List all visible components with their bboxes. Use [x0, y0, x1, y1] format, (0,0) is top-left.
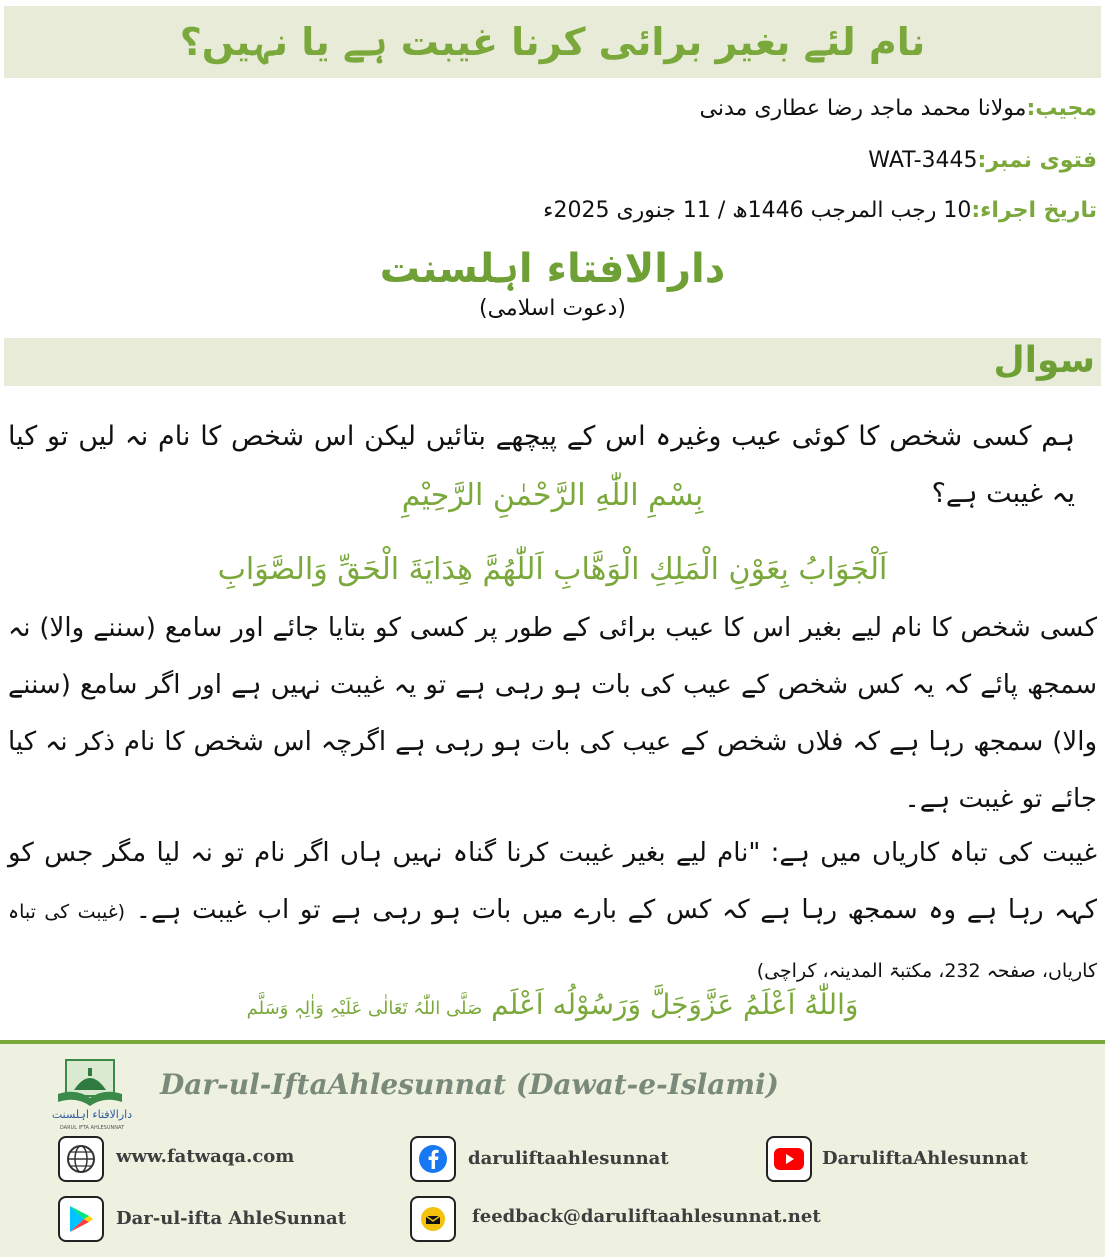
book-dome-icon [44, 1054, 140, 1132]
jawab-opening: اَلْجَوَابُ بِعَوْنِ الْمَلِكِ الْوَهَّابِ اَللّٰهُمَّ هِدَايَةَ الْحَقِّ وَالصَّوَابِ [217, 552, 888, 587]
date-value: 10 رجب المرجب 1446ھ / 11 جنوری 2025ء [543, 198, 972, 223]
sawal-bar [4, 338, 1101, 386]
sawal-heading: سوال [993, 340, 1095, 381]
feedback-icon[interactable] [410, 1196, 456, 1242]
darulifta-logo [44, 1054, 140, 1132]
page-title: نام لئے بغیر برائی کرنا غیبت ہے یا نہیں؟ [179, 20, 926, 64]
answer-text: کسی شخص کا نام لیے بغیر اس کا عیب برائی کے طور پر کسی کو بتایا جائے اور سامع (سننے والا) نہ سمجھ پائے کہ یہ کس شخص کے عیب کی بات ہو رہی ہے تو یہ غیبت نہیں ہے اور اگر سامع (سننے والا) سمجھ رہا ہے کہ فلاں شخص کے عیب کی بات ہو رہی ہے اگرچہ اس شخص کا نام ذکر نہ کیا جائے تو غیبت ہے۔ [8, 613, 1097, 814]
fatwa-row [868, 148, 1097, 173]
footer-brand: Dar-ul-IftaAhlesunnat (Dawat-e-Islami) [160, 1068, 779, 1101]
mujeeb-value: مولانا محمد ماجد رضا عطاری مدنی [699, 96, 1027, 121]
playstore-link[interactable]: Dar-ul-ifta AhleSunnat [116, 1208, 347, 1229]
facebook-link[interactable]: daruliftaahlesunnat [468, 1148, 669, 1169]
quote-text: غیبت کی تباہ کاریاں میں ہے: "نام لیے بغیر غیبت کرنا گناہ نہیں ہاں اگر نام تو نہ لیا مگر جس کو کہہ رہا ہے وہ سمجھ رہا ہے کہ کس کے بارے میں بات ہو رہی ہے تو اب غیبت ہے۔ [8, 838, 1097, 925]
bismillah: بِسْمِ اللّٰهِ الرَّحْمٰنِ الرَّحِیْمِ [401, 478, 704, 513]
fatwa-label: فتوی نمبر: [977, 148, 1097, 173]
globe-icon[interactable] [58, 1136, 104, 1182]
closing-durood: صَلَّی اللّٰہُ تَعَالٰی عَلَیْہِ وَاٰلِہٖ وَسَلَّم [246, 998, 483, 1019]
closing-dua [0, 988, 1105, 1021]
youtube-icon[interactable] [766, 1136, 812, 1182]
date-label: تاریخ اجراء: [971, 198, 1097, 223]
logo-text: دارالافتاء اہلسنت [51, 1108, 133, 1121]
mujeeb-row [700, 96, 1097, 121]
darulifta-name: دارالافتاء اہلسنت [379, 246, 726, 292]
facebook-icon[interactable] [410, 1136, 456, 1182]
quote-paragraph [8, 825, 1097, 1000]
website-link[interactable]: www.fatwaqa.com [116, 1146, 295, 1167]
reference-text: (غیبت کی تباہ کاریاں، صفحہ 232، مکتبۃ المدینہ، کراچی) [8, 901, 1097, 982]
logo-caption: DARUL IFTA AHLESUNNAT [59, 1125, 125, 1131]
closing-main: وَاللّٰهُ اَعْلَمُ عَزَّوَجَلَّ وَرَسُوْلُه اَعْلَم [491, 988, 859, 1021]
fatwa-value: WAT-3445 [868, 148, 978, 173]
mujeeb-label: مجیب: [1026, 96, 1097, 121]
footer [0, 1044, 1105, 1257]
youtube-link[interactable]: DaruliftaAhlesunnat [822, 1148, 1028, 1169]
playstore-icon[interactable] [58, 1196, 104, 1242]
title-bar [4, 6, 1101, 78]
date-row [543, 198, 1097, 223]
darulifta-subtitle: (دعوت اسلامی) [479, 296, 626, 321]
question-text: ہم کسی شخص کا کوئی عیب وغیرہ اس کے پیچھے بتائیں لیکن اس شخص کا نام نہ لیں تو کیا یہ غیبت ہے؟ [8, 421, 1075, 509]
feedback-email[interactable]: feedback@daruliftaahlesunnat.net [472, 1206, 821, 1227]
